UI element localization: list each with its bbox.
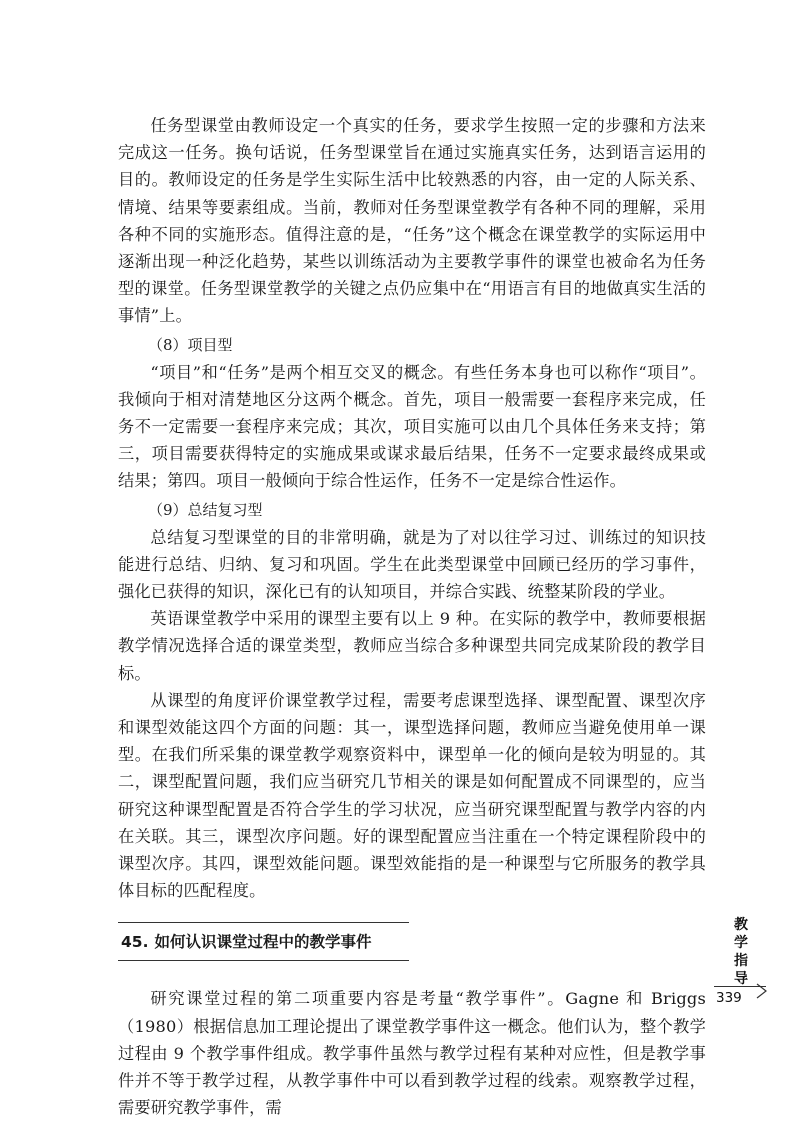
section-title: 如何认识课堂过程中的教学事件: [154, 933, 372, 952]
side-tab-char: 指: [734, 953, 748, 969]
paragraph-nine-types: 英语课堂教学中采用的课型主要有以上 9 种。在实际的教学中，教师要根据教学情况选择合适的课堂类型，教师应当综合多种课型共同完成某阶段的教学目标。: [118, 609, 706, 683]
page-body: [118, 112, 706, 1122]
section-number: 45.: [121, 933, 149, 952]
side-tab-char: 学: [734, 935, 748, 951]
paragraph-review: 总结复习型课堂的目的非常明确，就是为了对以往学习过、训练过的知识技能进行总结、归纳、复习和巩固。学生在此类型课堂中回顾已经历的学习事件，强化已获得的知识，深化已有的认知项目，并综合实践、统整某阶段的学业。: [118, 527, 706, 602]
chevron-right-icon: [756, 983, 768, 999]
paragraph-task-based: 任务型课堂由教师设定一个真实的任务，要求学生按照一定的步骤和方法来完成这一任务。换句话说，任务型课堂旨在通过实施真实任务，达到语言运用的目的。教师设定的任务是学生实际生活中比较熟悉的内容，由一定的人际关系、情境、结果等要素组成。当前，教师对任务型课堂教学有各种不同的理解，采用各种不同的实施形态。值得注意的是，“任务”这个概念在课堂教学的实际运用中逐渐出现一种泛化趋势，某些以训练活动为主要教学事件的课堂也被命名为任务型的课堂。任务型课堂教学的关键之点仍应集中在“用语言有目的地做真实生活的事情”上。: [118, 116, 706, 326]
page-number: 339: [716, 990, 742, 1006]
heading-review-type: （9）总结复习型: [148, 500, 263, 519]
paragraph-project: “项目”和“任务”是两个相互交叉的概念。有些任务本身也可以称作“项目”。我倾向于相对清楚地区分这两个概念。首先，项目一般需要一套程序来完成，任务不一定需要一套程序来完成；其次，项目实施可以由几个具体任务来支持；第三，项目需要获得特定的实施成果或谋求最后结果，任务不一定要求最终成果或结果；第四。项目一般倾向于综合性运作，任务不一定是综合性运作。: [118, 362, 706, 491]
side-tab-char: 导: [734, 971, 748, 987]
heading-project-type: （8）项目型: [148, 335, 233, 354]
section-heading: [118, 922, 409, 961]
paragraph-evaluation: 从课型的角度评价课堂教学过程，需要考虑课型选择、课型配置、课型次序和课型效能这四个方面的问题：其一，课型选择问题，教师应当避免使用单一课型。在我们所采集的课堂教学观察资料中，课型单一化的倾向是较为明显的。其二，课型配置问题，我们应当研究几节相关的课是如何配置成不同课型的，应当研究这种课型配置是否符合学生的学习状况，应当研究课型配置与教学内容的内在关联。其三，课型次序问题。好的课型配置应当注重在一个特定课程阶段中的课型次序。其四，课型效能问题。课型效能指的是一种课型与它所服务的教学具体目标的匹配程度。: [118, 690, 706, 901]
side-tab-char: 教: [734, 917, 748, 933]
side-tab: [726, 916, 756, 988]
paragraph-teaching-events: 研究课堂过程的第二项重要内容是考量“教学事件”。Gagne 和 Briggs（1980）根据信息加工理论提出了课堂教学事件这一概念。他们认为，整个教学过程由 9 个教学事件组成。教学事件虽然与教学过程有某种对应性，但是教学事件并不等于教学过程，从教学事件中可以看到教学过程的线索。观察教学过程，需要研究教学事件，需: [118, 989, 706, 1118]
